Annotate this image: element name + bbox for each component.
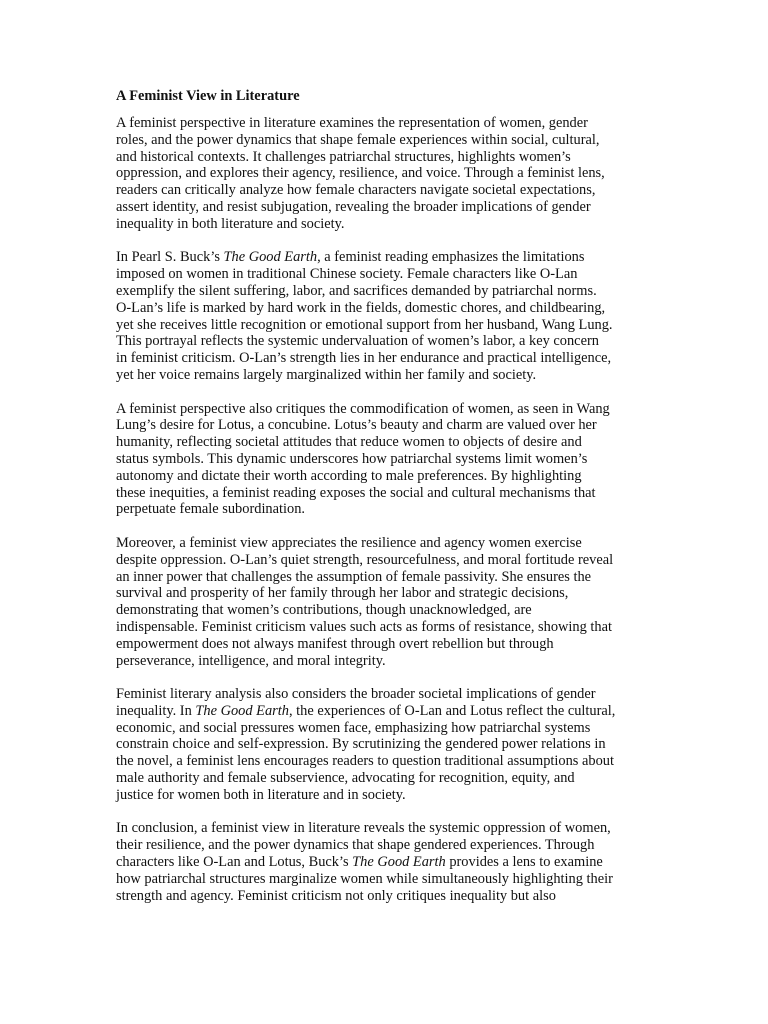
document-title: A Feminist View in Literature: [116, 88, 300, 104]
paragraph: [116, 820, 661, 904]
text-segment: A feminist perspective also critiques the commodification of women, as seen in Wang: [116, 400, 610, 417]
text-line: [116, 703, 661, 720]
text-line: [116, 182, 661, 199]
text-line: [116, 333, 661, 350]
text-segment: inequality. In: [116, 702, 196, 719]
text-segment: Feminist literary analysis also considers the broader societal implications of gender: [116, 686, 596, 703]
text-line: [116, 871, 661, 888]
text-line: [116, 266, 661, 283]
text-line: [116, 165, 661, 182]
text-line: [116, 619, 661, 636]
paragraph: [116, 535, 661, 669]
text-segment: these inequities, a feminist reading exposes the social and cultural mechanisms that: [116, 484, 596, 501]
paragraph: [116, 686, 661, 804]
text-segment: This portrayal reflects the systemic undervaluation of women’s labor, a key concern: [116, 333, 599, 350]
text-segment: assert identity, and resist subjugation, revealing the broader implications of gender: [116, 198, 591, 215]
text-segment: despite oppression. O-Lan’s quiet strength, resourcefulness, and moral fortitude reveal: [116, 551, 614, 568]
text-line: [116, 283, 661, 300]
text-line: [116, 569, 661, 586]
text-segment: indispensable. Feminist criticism values such acts as forms of resistance, showing that: [116, 618, 612, 635]
text-line: [116, 199, 661, 216]
text-line: [116, 535, 661, 552]
text-segment: O-Lan’s life is marked by hard work in the fields, domestic chores, and childbearing,: [116, 299, 606, 316]
text-segment: demonstrating that women’s contributions, though unacknowledged, are: [116, 602, 532, 619]
text-segment: humanity, reflecting societal attitudes that reduce women to objects of desire and: [116, 434, 582, 451]
document-page: [116, 88, 661, 921]
text-line: [116, 720, 661, 737]
text-segment: perseverance, intelligence, and moral integrity.: [116, 652, 386, 669]
text-segment: in feminist criticism. O-Lan’s strength lies in her endurance and practical intelligence,: [116, 350, 612, 367]
text-line: [116, 401, 661, 418]
text-segment: In Pearl S. Buck’s: [116, 249, 224, 266]
text-segment: strength and agency. Feminist criticism not only critiques inequality but also: [116, 887, 556, 904]
text-line: [116, 686, 661, 703]
text-line: [116, 602, 661, 619]
text-segment: provides a lens to examine: [445, 854, 603, 871]
text-segment: oppression, and explores their agency, resilience, and voice. Through a feminist lens,: [116, 165, 605, 182]
text-line: [116, 115, 661, 132]
text-segment: and historical contexts. It challenges patriarchal structures, highlights women’s: [116, 148, 571, 165]
paragraph: [116, 249, 661, 383]
text-segment: A feminist perspective in literature examines the representation of women, gender: [116, 115, 588, 131]
text-segment: constrain choice and self-expression. By scrutinizing the gendered power relations in: [116, 736, 606, 753]
paragraph: [116, 401, 661, 519]
text-line: [116, 753, 661, 770]
text-segment: economic, and social pressures women face, emphasizing how patriarchal systems: [116, 719, 591, 736]
text-segment: yet she receives little recognition or emotional support from her husband, Wang Lung.: [116, 316, 613, 333]
text-segment: male authority and female subservience, advocating for recognition, equity, and: [116, 770, 575, 787]
text-segment: autonomy and dictate their worth according to male preferences. By highlighting: [116, 467, 582, 484]
text-segment: readers can critically analyze how female characters navigate societal expectations,: [116, 182, 596, 199]
italic-title-text: The Good Earth: [223, 249, 318, 266]
text-line: [116, 837, 661, 854]
text-segment: imposed on women in traditional Chinese society. Female characters like O-Lan: [116, 266, 578, 283]
text-line: [116, 636, 661, 653]
text-line: [116, 585, 661, 602]
text-segment: the novel, a feminist lens encourages readers to question traditional assumptions about: [116, 753, 614, 770]
text-line: [116, 770, 661, 787]
document-body: [116, 115, 661, 904]
text-segment: justice for women both in literature and in society.: [116, 786, 406, 803]
italic-title-text: The Good Earth: [352, 854, 446, 871]
text-segment: roles, and the power dynamics that shape female experiences within social, cultural,: [116, 131, 600, 148]
text-line: [116, 434, 661, 451]
text-line: [116, 787, 661, 804]
text-line: [116, 132, 661, 149]
text-segment: , a feminist reading emphasizes the limitations: [317, 249, 585, 266]
text-segment: yet her voice remains largely marginalized within her family and society.: [116, 366, 537, 383]
text-segment: , the experiences of O-Lan and Lotus reflect the cultural,: [288, 702, 616, 719]
text-line: [116, 552, 661, 569]
text-segment: empowerment does not always manifest through overt rebellion but through: [116, 635, 554, 652]
text-line: [116, 149, 661, 166]
text-line: [116, 417, 661, 434]
text-segment: characters like O-Lan and Lotus, Buck’s: [116, 854, 353, 871]
text-segment: perpetuate female subordination.: [116, 501, 306, 518]
text-segment: how patriarchal structures marginalize women while simultaneously highlighting their: [116, 870, 613, 887]
text-line: [116, 736, 661, 753]
text-segment: status symbols. This dynamic underscores how patriarchal systems limit women’s: [116, 450, 588, 467]
text-line: [116, 468, 661, 485]
text-segment: In conclusion, a feminist view in literature reveals the systemic oppression of women,: [116, 820, 611, 837]
text-segment: Moreover, a feminist view appreciates the resilience and agency women exercise: [116, 534, 582, 551]
text-segment: survival and prosperity of her family through her labor and strategic decisions,: [116, 585, 569, 602]
text-line: [116, 485, 661, 502]
paragraph: [116, 115, 661, 233]
text-line: [116, 820, 661, 837]
text-line: [116, 350, 661, 367]
text-line: [116, 216, 661, 233]
text-line: [116, 653, 661, 670]
text-segment: exemplify the silent suffering, labor, and sacrifices demanded by patriarchal norms.: [116, 282, 597, 299]
text-line: [116, 501, 661, 518]
text-line: [116, 367, 661, 384]
text-line: [116, 300, 661, 317]
text-line: [116, 888, 661, 905]
text-segment: their resilience, and the power dynamics that shape gendered experiences. Through: [116, 837, 595, 854]
text-segment: Lung’s desire for Lotus, a concubine. Lotus’s beauty and charm are valued over her: [116, 417, 597, 434]
text-line: [116, 451, 661, 468]
italic-title-text: The Good Earth: [195, 702, 289, 719]
text-segment: inequality in both literature and society.: [116, 215, 345, 232]
text-line: [116, 249, 661, 266]
text-segment: an inner power that challenges the assumption of female passivity. She ensures the: [116, 568, 592, 585]
text-line: [116, 317, 661, 334]
text-line: [116, 854, 661, 871]
